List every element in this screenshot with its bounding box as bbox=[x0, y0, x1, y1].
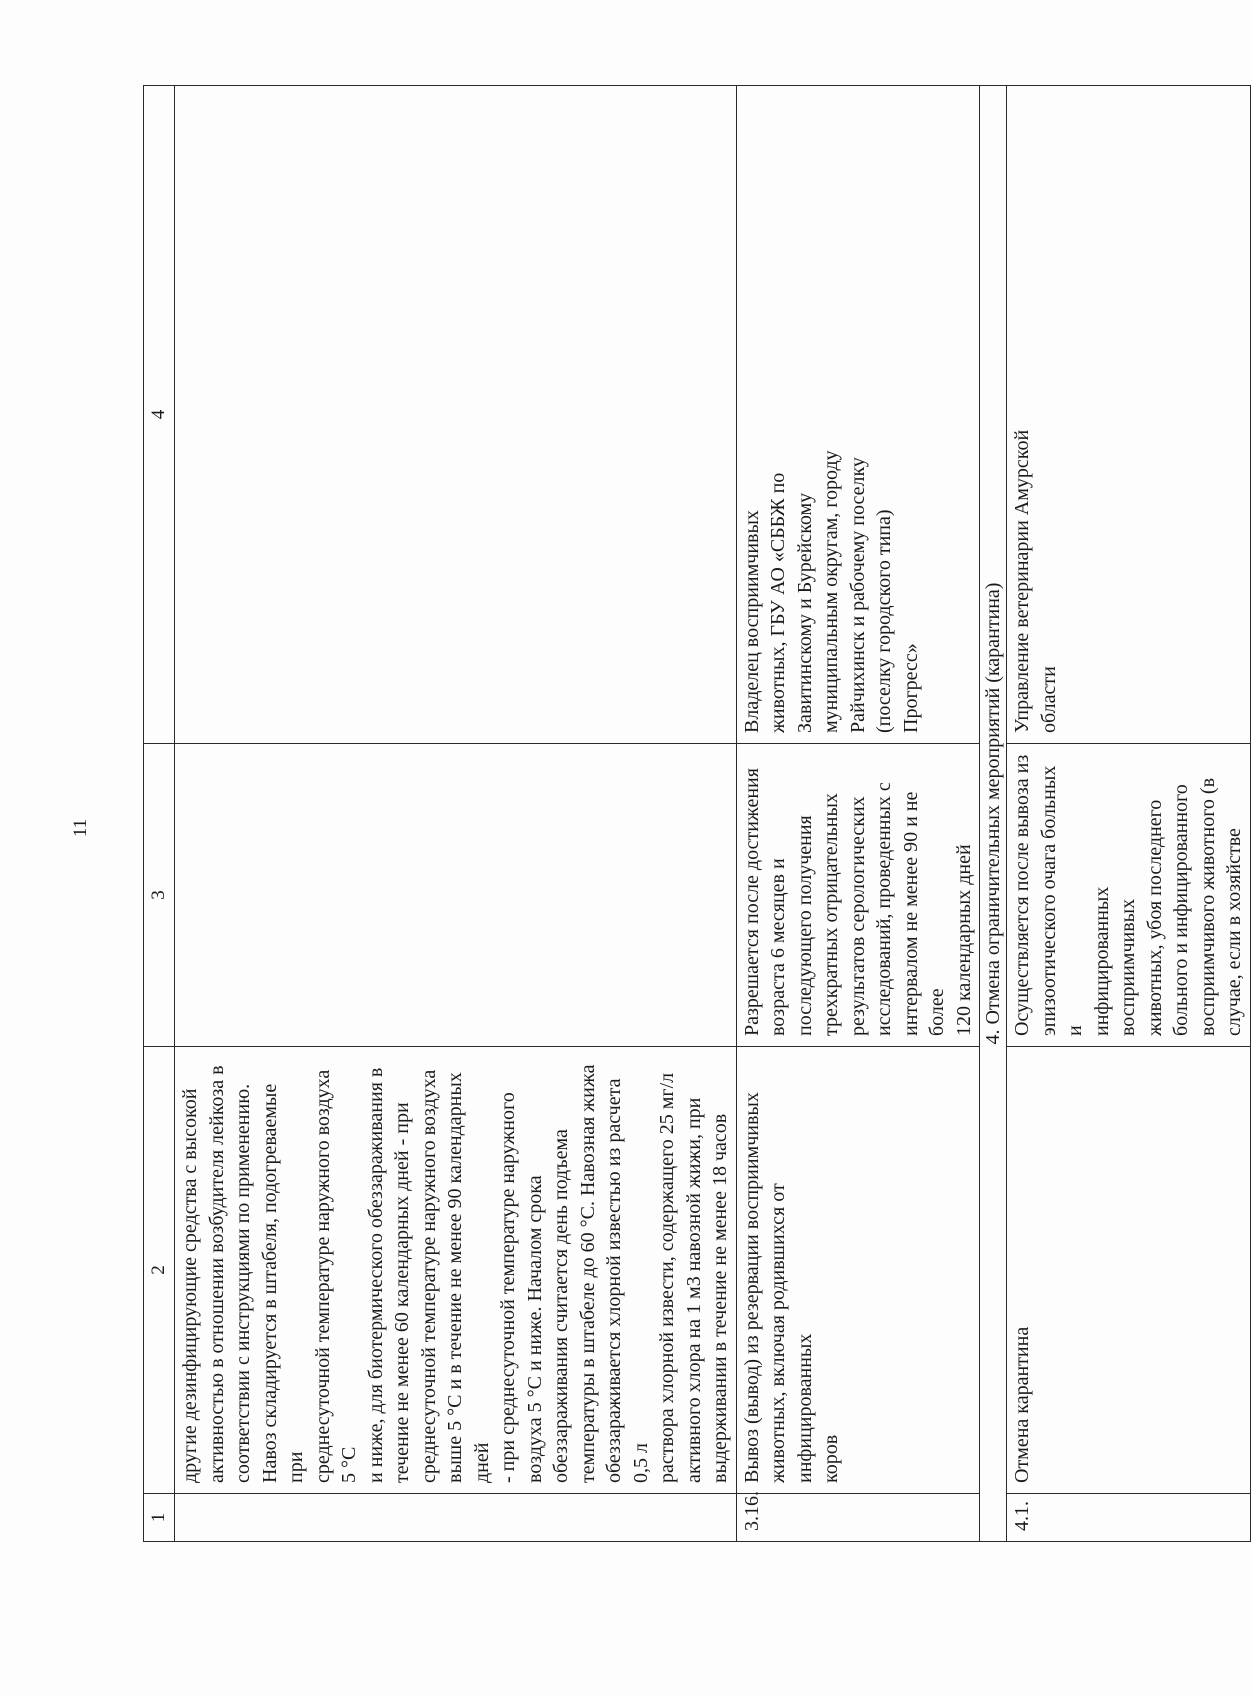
section-title: 4. Отмена ограничительных мероприятий (карантина) bbox=[980, 86, 1007, 1542]
term-text: Разрешается после достижения возраста 6 месяцев и последующего получения трехкратных отрицательных результатов серологических исследований, проведенных с интервалом не менее 90 и не более 120 календарных дней bbox=[736, 744, 980, 1047]
header-col-1: 1 bbox=[144, 1494, 175, 1542]
table-row bbox=[175, 86, 737, 1542]
table-row bbox=[1007, 86, 1251, 1542]
term-text: Осуществляется после вывоза из эпизоотического очага больных и инфицированных восприимчивых животных, убоя последнего больного и инфицированного восприимчивого животного (в случае, если в хозяйстве bbox=[1007, 744, 1251, 1047]
measures-table bbox=[143, 85, 1251, 1542]
header-col-4: 4 bbox=[144, 86, 175, 744]
measure-text: другие дезинфицирующие средства с высокой активностью в отношении возбудителя лейкоза в соответствии с инструкциями по применению. Навоз складируется в штабеля, подогреваемые при среднесуточной температуре наружного воздуха 5 °С и ниже, для биотермического обеззараживания в течение не менее 60 календарных дней - при среднесуточной температуре наружного воздуха выше 5 °С и в течение не менее 90 календарных дней - при среднесуточной температуре наружного воздуха 5 °С и ниже. Началом срока обеззараживания считается день подъема температуры в штабеле до 60 °С. Навозная жижа обеззараживается хлорной известью из расчета 0,5 л раствора хлорной извести, содержащего 25 мг/л активного хлора на 1 м3 навозной жижи, при выдерживании в течение не менее 18 часов bbox=[175, 1047, 737, 1494]
row-number: 3.16. bbox=[736, 1494, 980, 1542]
row-number: 4.1. bbox=[1007, 1494, 1251, 1542]
header-col-2: 2 bbox=[144, 1047, 175, 1494]
responsible-text: Владелец восприимчивых животных, ГБУ АО «СББЖ по Завитинскому и Бурейскому муниципальным округам, городу Райчихинск и рабочему поселку (поселку городского типа) Прогресс» bbox=[736, 86, 980, 744]
measure-text: Вывоз (вывод) из резервации восприимчивых животных, включая родившихся от инфицированных коров bbox=[736, 1047, 980, 1494]
page-number: 11 bbox=[70, 818, 91, 838]
table-row bbox=[736, 86, 980, 1542]
section-header-row bbox=[980, 86, 1007, 1542]
term-text bbox=[175, 744, 737, 1047]
measure-text: Отмена карантина bbox=[1007, 1047, 1251, 1494]
row-number bbox=[175, 1494, 737, 1542]
responsible-text: Управление ветеринарии Амурской области bbox=[1007, 86, 1251, 744]
header-row bbox=[144, 86, 175, 1542]
responsible-text bbox=[175, 86, 737, 744]
header-col-3: 3 bbox=[144, 744, 175, 1047]
